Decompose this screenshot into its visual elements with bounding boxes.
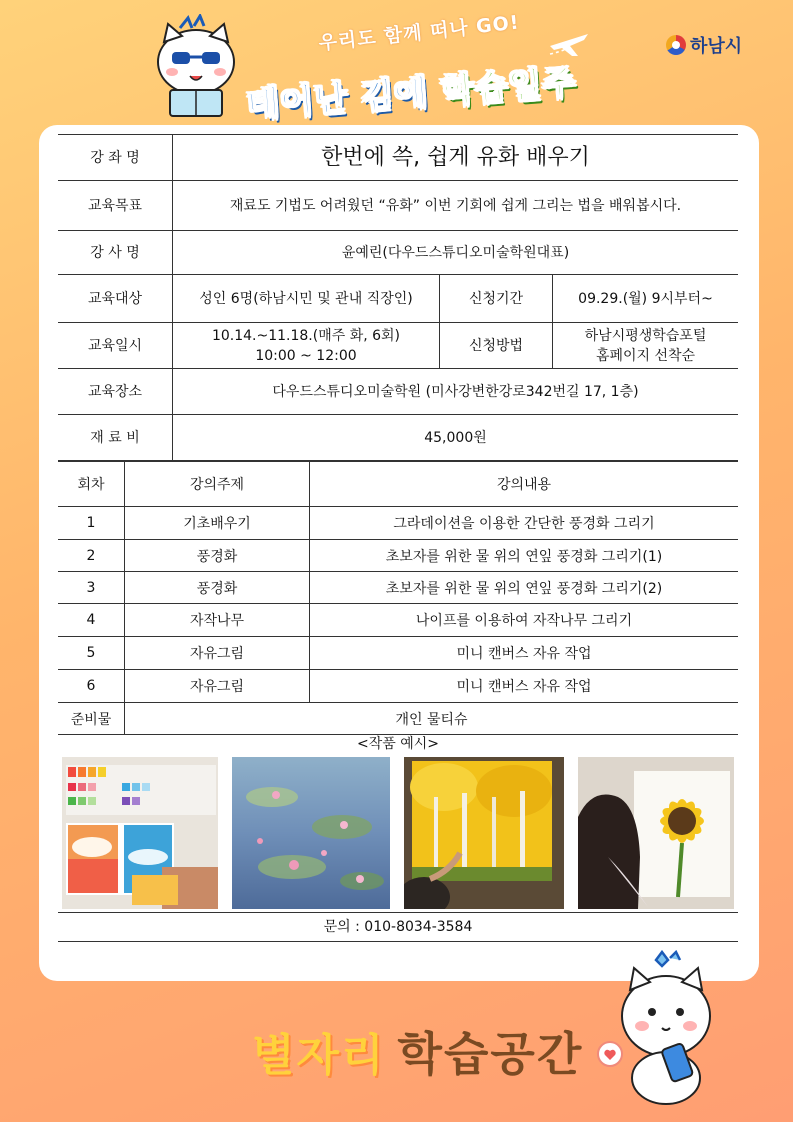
city-logo-text: 하남시	[690, 36, 743, 57]
footer-brand-part2: 학습공간	[397, 1027, 584, 1081]
session-number: 2	[58, 540, 125, 572]
city-logo	[666, 32, 742, 58]
session-content: 미니 캔버스 자유 작업	[310, 670, 739, 703]
fee-row	[58, 415, 738, 461]
course-name-row	[58, 135, 738, 181]
session-topic: 기초배우기	[125, 507, 310, 540]
city-logo-icon	[666, 35, 686, 55]
instructor-value: 윤예린(다우드스튜디오미술학원대표)	[173, 231, 739, 275]
schedule-time: 10:00 ~ 12:00	[255, 347, 357, 364]
session-content: 초보자를 위한 물 위의 연잎 풍경화 그리기(1)	[310, 540, 739, 572]
session-topic: 풍경화	[125, 540, 310, 572]
course-info-table	[58, 134, 738, 461]
table-row	[58, 507, 738, 540]
place-label: 교육장소	[58, 369, 173, 415]
header-title-part2: 학습일주	[439, 62, 578, 112]
schedule-value	[173, 323, 440, 369]
contact-info: 문의 : 010-8034-3584	[58, 912, 738, 942]
instructor-label: 강 사 명	[58, 231, 173, 275]
footer-brand-part1: 별자리	[252, 1030, 386, 1081]
header-session: 회차	[58, 462, 125, 507]
airplane-icon	[548, 28, 590, 58]
supplies-value: 개인 물티슈	[125, 703, 739, 735]
examples-title: <작품 예시>	[356, 736, 439, 752]
header-title	[245, 55, 578, 127]
table-row	[58, 572, 738, 604]
supplies-row	[58, 703, 738, 735]
session-number: 4	[58, 604, 125, 637]
example-photo-birch-forest	[404, 757, 564, 909]
target-value: 성인 6명(하남시민 및 관내 직장인)	[173, 275, 440, 323]
apply-method-value	[553, 323, 739, 369]
fee-label: 재 료 비	[58, 415, 173, 461]
table-row	[58, 670, 738, 703]
apply-period-value: 09.29.(월) 9시부터~	[553, 275, 739, 323]
schedule-row	[58, 323, 738, 369]
goal-row	[58, 181, 738, 231]
session-number: 6	[58, 670, 125, 703]
session-content: 미니 캔버스 자유 작업	[310, 637, 739, 670]
session-number: 5	[58, 637, 125, 670]
session-topic: 풍경화	[125, 572, 310, 604]
instructor-row	[58, 231, 738, 275]
curriculum-header-row	[58, 462, 738, 507]
session-topic: 자작나무	[125, 604, 310, 637]
table-row	[58, 604, 738, 637]
supplies-label: 준비물	[58, 703, 125, 735]
session-content: 나이프를 이용하여 자작나무 그리기	[310, 604, 739, 637]
curriculum-table	[58, 461, 738, 735]
apply-method-rule: 홈페이지 선착순	[595, 347, 696, 364]
example-photo-sunflower	[578, 757, 734, 909]
mascot-top-illustration	[150, 14, 242, 118]
session-number: 3	[58, 572, 125, 604]
session-content: 그라데이션을 이용한 간단한 풍경화 그리기	[310, 507, 739, 540]
target-label: 교육대상	[58, 275, 173, 323]
mascot-bottom-illustration	[596, 950, 726, 1110]
header-title-part1: 태어난 김에	[245, 72, 430, 126]
course-name-label: 강 좌 명	[58, 135, 173, 181]
footer-brand	[252, 1018, 583, 1084]
header-topic: 강의주제	[125, 462, 310, 507]
apply-method-label: 신청방법	[440, 323, 553, 369]
table-row	[58, 637, 738, 670]
goal-value: 재료도 기법도 어려웠던 “유화” 이번 기회에 쉽게 그리는 법을 배워봅시다.	[173, 181, 739, 231]
goal-label: 교육목표	[58, 181, 173, 231]
target-row	[58, 275, 738, 323]
schedule-dates: 10.14.~11.18.(매주 화, 6회)	[211, 327, 401, 344]
place-value: 다우드스튜디오미술학원 (미사강변한강로342번길 17, 1층)	[173, 369, 739, 415]
table-row	[58, 540, 738, 572]
session-topic: 자유그림	[125, 670, 310, 703]
fee-value: 45,000원	[173, 415, 739, 461]
apply-method-portal: 하남시평생학습포털	[584, 327, 707, 344]
session-content: 초보자를 위한 물 위의 연잎 풍경화 그리기(2)	[310, 572, 739, 604]
session-topic: 자유그림	[125, 637, 310, 670]
example-photo-gradient	[62, 757, 218, 909]
schedule-label: 교육일시	[58, 323, 173, 369]
session-number: 1	[58, 507, 125, 540]
example-photos	[62, 757, 734, 909]
header-slogan: 우리도 함께 떠나 GO!	[317, 11, 521, 55]
course-name-value: 한번에 쓱, 쉽게 유화 배우기	[173, 135, 739, 181]
apply-period-label: 신청기간	[440, 275, 553, 323]
place-row	[58, 369, 738, 415]
example-photo-water-lily	[232, 757, 390, 909]
header-content: 강의내용	[310, 462, 739, 507]
